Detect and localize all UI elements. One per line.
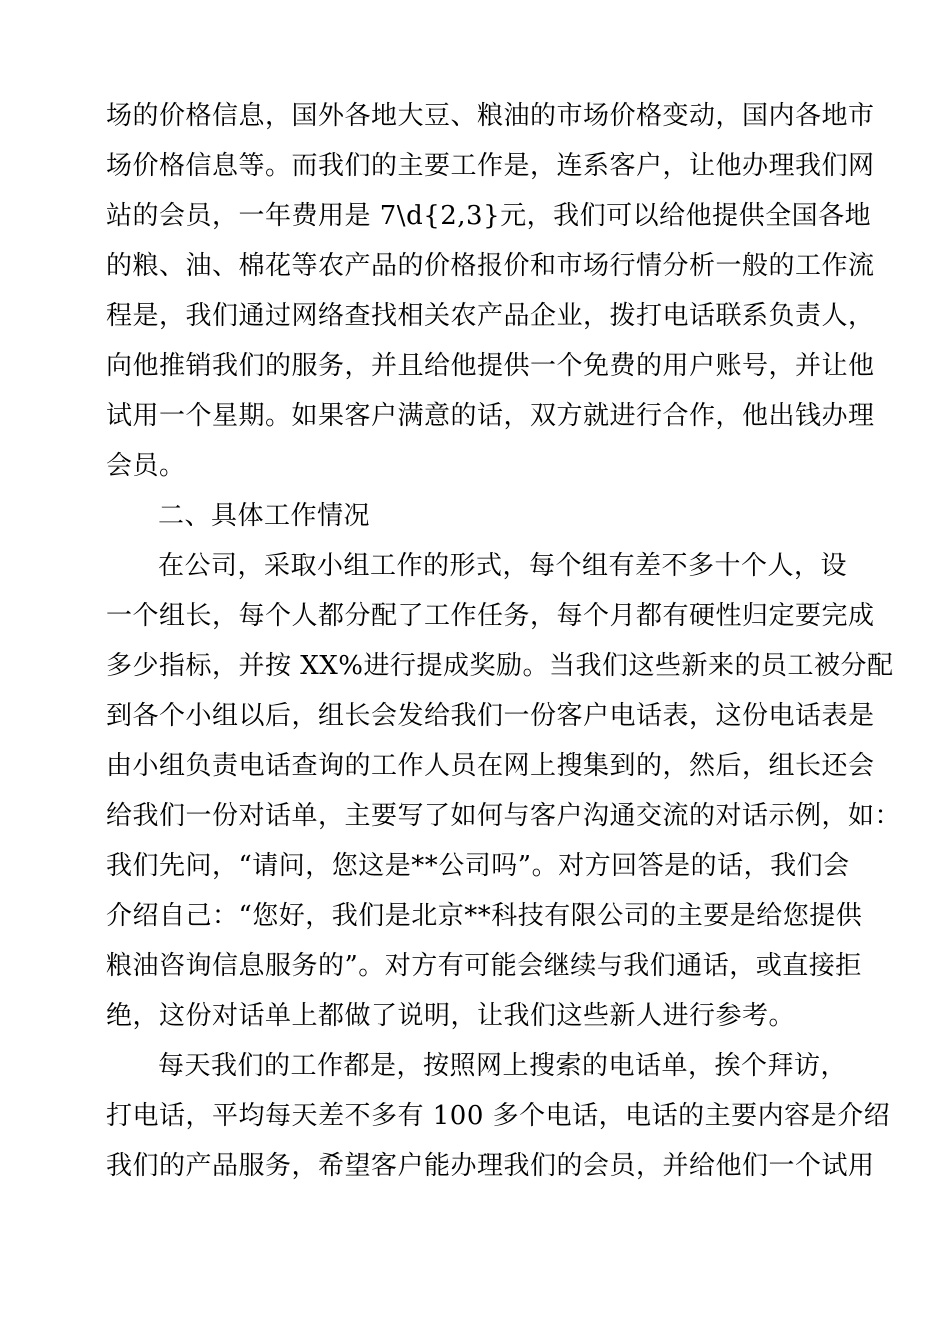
text-line-13: 到各个小组以后，组长会发给我们一份客户电话表，这份电话表是 xyxy=(106,701,875,731)
text-line-21: 打电话，平均每天差不多有 100 多个电话，电话的主要内容是介绍 xyxy=(106,1101,891,1131)
text-line-6: 向他推销我们的服务，并且给他提供一个免费的用户账号，并让他 xyxy=(106,351,875,381)
text-line-12: 多少指标，并按 XX%进行提成奖励。当我们这些新来的员工被分配 xyxy=(106,651,894,681)
text-line-1: 场的价格信息，国外各地大豆、粮油的市场价格变动，国内各地市 xyxy=(106,101,875,131)
text-line-8: 会员。 xyxy=(106,451,186,481)
text-line-4: 的粮、油、棉花等农产品的价格报价和市场行情分析一般的工作流 xyxy=(106,251,875,281)
text-line-16: 我们先问，“请问，您这是**公司吗”。对方回答是的话，我们会 xyxy=(106,851,850,881)
text-line-17: 介绍自己：“您好，我们是北京**科技有限公司的主要是给您提供 xyxy=(106,901,863,931)
text-line-2: 场价格信息等。而我们的主要工作是，连系客户，让他办理我们网 xyxy=(106,151,875,181)
text-line-19: 绝，这份对话单上都做了说明，让我们这些新人进行参考。 xyxy=(106,1001,796,1031)
text-line-11: 一个组长，每个人都分配了工作任务，每个月都有硬性归定要完成 xyxy=(106,601,875,631)
text-line-18: 粮油咨询信息服务的”。对方有可能会继续与我们通话，或直接拒 xyxy=(106,951,862,981)
text-line-7: 试用一个星期。如果客户满意的话，双方就进行合作，他出钱办理 xyxy=(106,401,875,431)
text-line-20: 每天我们的工作都是，按照网上搜索的电话单，挨个拜访， xyxy=(158,1051,848,1081)
text-line-22: 我们的产品服务，希望客户能办理我们的会员，并给他们一个试用 xyxy=(106,1151,875,1181)
text-line-5: 程是，我们通过网络查找相关农产品企业，拨打电话联系负责人， xyxy=(106,301,875,331)
text-line-14: 由小组负责电话查询的工作人员在网上搜集到的，然后，组长还会 xyxy=(106,751,875,781)
section-heading: 二、具体工作情况 xyxy=(158,501,371,531)
text-line-10: 在公司，采取小组工作的形式，每个组有差不多十个人，设 xyxy=(158,551,848,581)
text-line-3: 站的会员，一年费用是 7\d{2,3}元，我们可以给他提供全国各地 xyxy=(106,201,872,231)
text-line-15: 给我们一份对话单，主要写了如何与客户沟通交流的对话示例，如： xyxy=(106,801,902,831)
